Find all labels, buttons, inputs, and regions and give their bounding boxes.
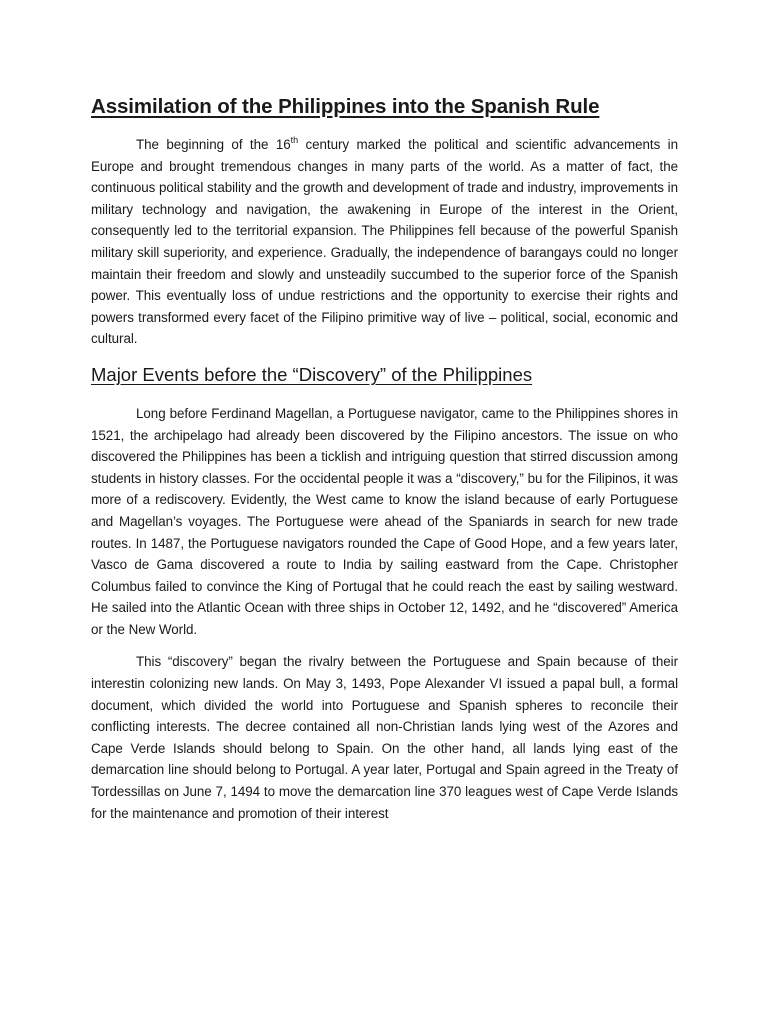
- paragraph-intro-start: The beginning of the 16: [136, 137, 291, 152]
- document-title: Assimilation of the Philippines into the Spanish Rule: [91, 95, 600, 118]
- ordinal-superscript: th: [290, 134, 299, 145]
- paragraph-magellan: Long before Ferdinand Magellan, a Portuguese navigator, came to the Philippines shores in 1521, the archipelago had already been discovered by the Filipino ancestors. The issue on who discovered the Philippines has been a ticklish and intriguing question that stirred discussion among students in history classes. For the occidental people it was a “discovery,” bu for the Filipinos, it was more of a rediscovery. Evidently, the West came to know the island because of early Portuguese and Magellan’s voyages. The Portuguese were ahead of the Spaniards in search for new trade routes. In 1487, the Portuguese navigators rounded the Cape of Good Hope, and a few years later, Vasco de Gama discovered a route to India by sailing eastward from the Cape. Christopher Columbus failed to convince the King of Portugal that he could reach the east by sailing westward. He sailed into the Atlantic Ocean with three ships in October 12, 1492, and he “discovered” America or the New World.: [91, 405, 678, 637]
- paragraph-intro-rest: century marked the political and scientific advancements in Europe and brought tremendous changes in many parts of the world. As a matter of fact, the continuous political stability and the growth and development of trade and industry, improvements in military technology and navigation, the awakening in Europe of the interest in the Orient, consequently led to the territorial expansion. The Philippines fell because of the powerful Spanish military skill superiority, and experience. Gradually, the independence of barangays could no longer maintain their freedom and slowly and unsteadily succumbed to the superior force of the Spanish power. This eventually loss of undue restrictions and the opportunity to exercise their rights and powers transformed every facet of the Filipino primitive way of live – political, social, economic and cultural.: [91, 137, 678, 347]
- paragraph-rivalry: This “discovery” began the rivalry between the Portuguese and Spain because of their interestin colonizing new lands. On May 3, 1493, Pope Alexander VI issued a papal bull, a formal document, which divided the world into Portuguese and Spanish spheres to reconcile their conflicting interests. The decree contained all non-Christian lands lying west of the Azores and Cape Verde Islands should belong to Spain. On the other hand, all lands lying east of the demarcation line should belong to Portugal. A year later, Portugal and Spain agreed in the Treaty of Tordessillas on June 7, 1494 to move the demarcation line 370 leagues west of Cape Verde Islands for the maintenance and promotion of their interest: [91, 654, 678, 821]
- paragraph-intro: [91, 134, 678, 350]
- document-page: [91, 93, 678, 824]
- section-heading: Major Events before the “Discovery” of the Philippines: [91, 363, 533, 385]
